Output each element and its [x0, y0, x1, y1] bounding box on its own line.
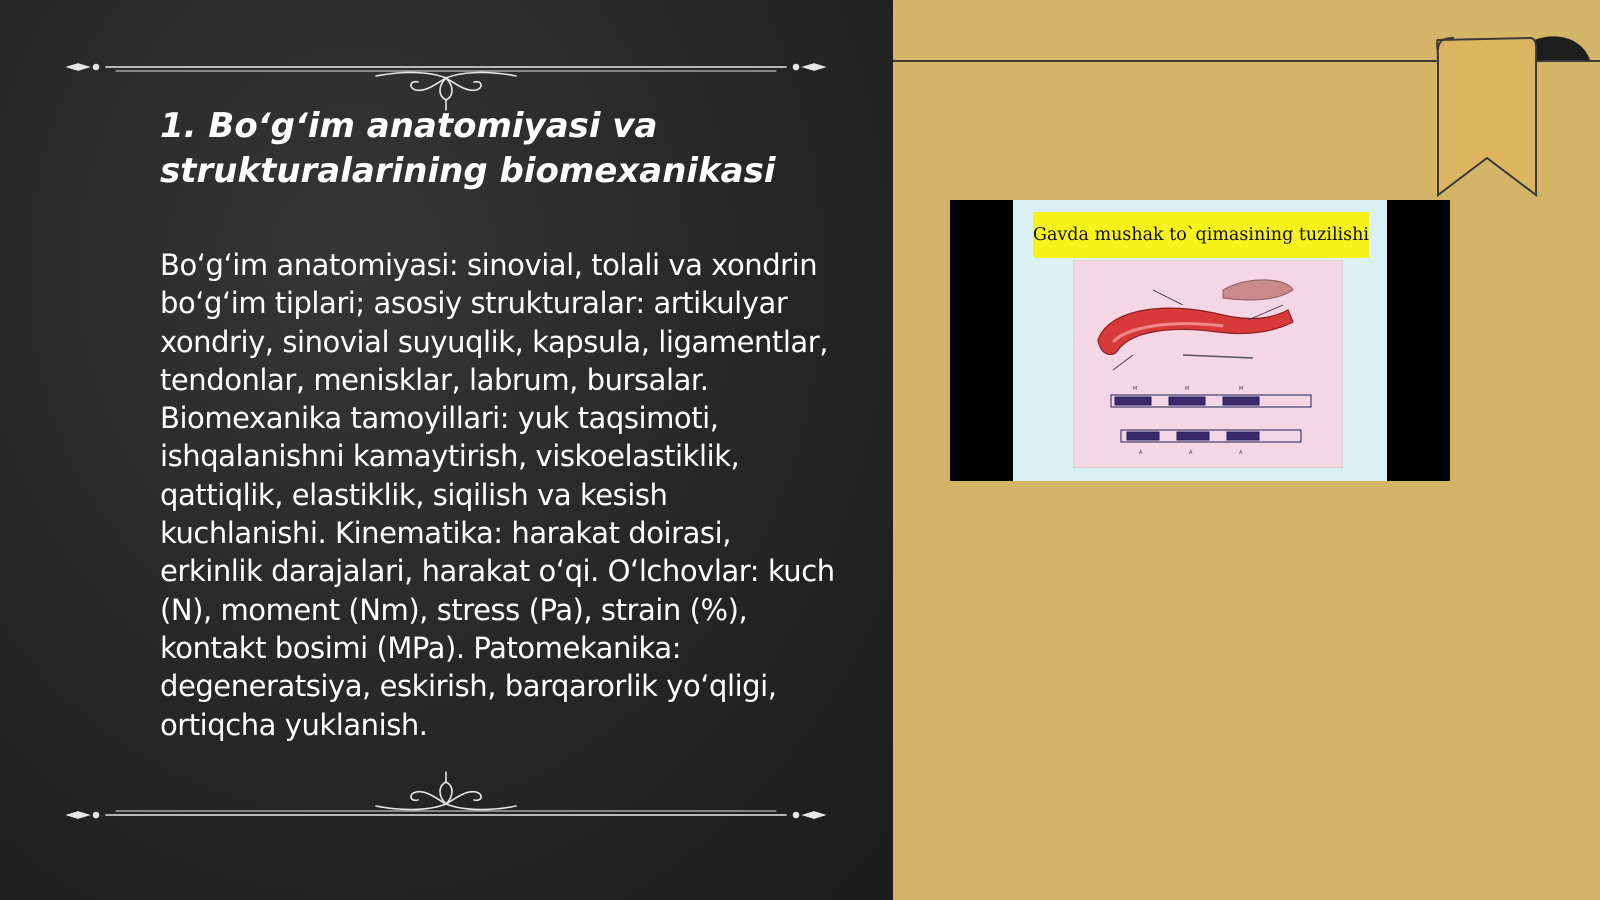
svg-text:M: M [1185, 386, 1190, 392]
svg-text:A: A [1139, 450, 1143, 456]
svg-text:A: A [1239, 450, 1243, 456]
slide-body-text: Bo‘g‘im anatomiyasi: sinovial, tolali va xondrin bo‘g‘im tiplari; asosiy strukturalar: artikulyar xondriy, sinovial suyuqlik, kapsula, ligamentlar, tendonlar, menisklar, labrum, bursalar. Biomexanika tamoyillari: yuk taqsimoti, ishqalanishni kamaytirish, viskoelastiklik, qattiqlik, elastiklik, siqilish va kesish kuchlanishi. Kinematika: harakat doirasi, erkinlik darajalari, harakat o‘qi. O‘lchovlar: kuch (N), moment (Nm), stress (Pa), strain (%), kontakt bosimi (MPa). Patomekanika: degeneratsiya, eskirish, barqarorlik yo‘qligi, ortiqcha yuklanish. [160, 248, 835, 742]
ornament-divider-bottom-icon [66, 770, 826, 830]
figure-caption: Gavda mushak to`qimasining tuzilishi [1033, 212, 1369, 258]
figure-frame [950, 200, 1450, 481]
svg-text:M: M [1239, 386, 1244, 392]
slide-title: 1. Bo‘g‘im anatomiyasi va strukturalarining biomexanikasi [160, 106, 776, 191]
ornament-divider-top-icon [66, 52, 826, 112]
svg-text:A: A [1189, 450, 1193, 456]
bookmark-ribbon-icon [1430, 30, 1600, 200]
muscle-structure-illustration-icon [1073, 260, 1343, 468]
svg-text:M: M [1133, 386, 1138, 392]
figure-image [1013, 200, 1387, 481]
